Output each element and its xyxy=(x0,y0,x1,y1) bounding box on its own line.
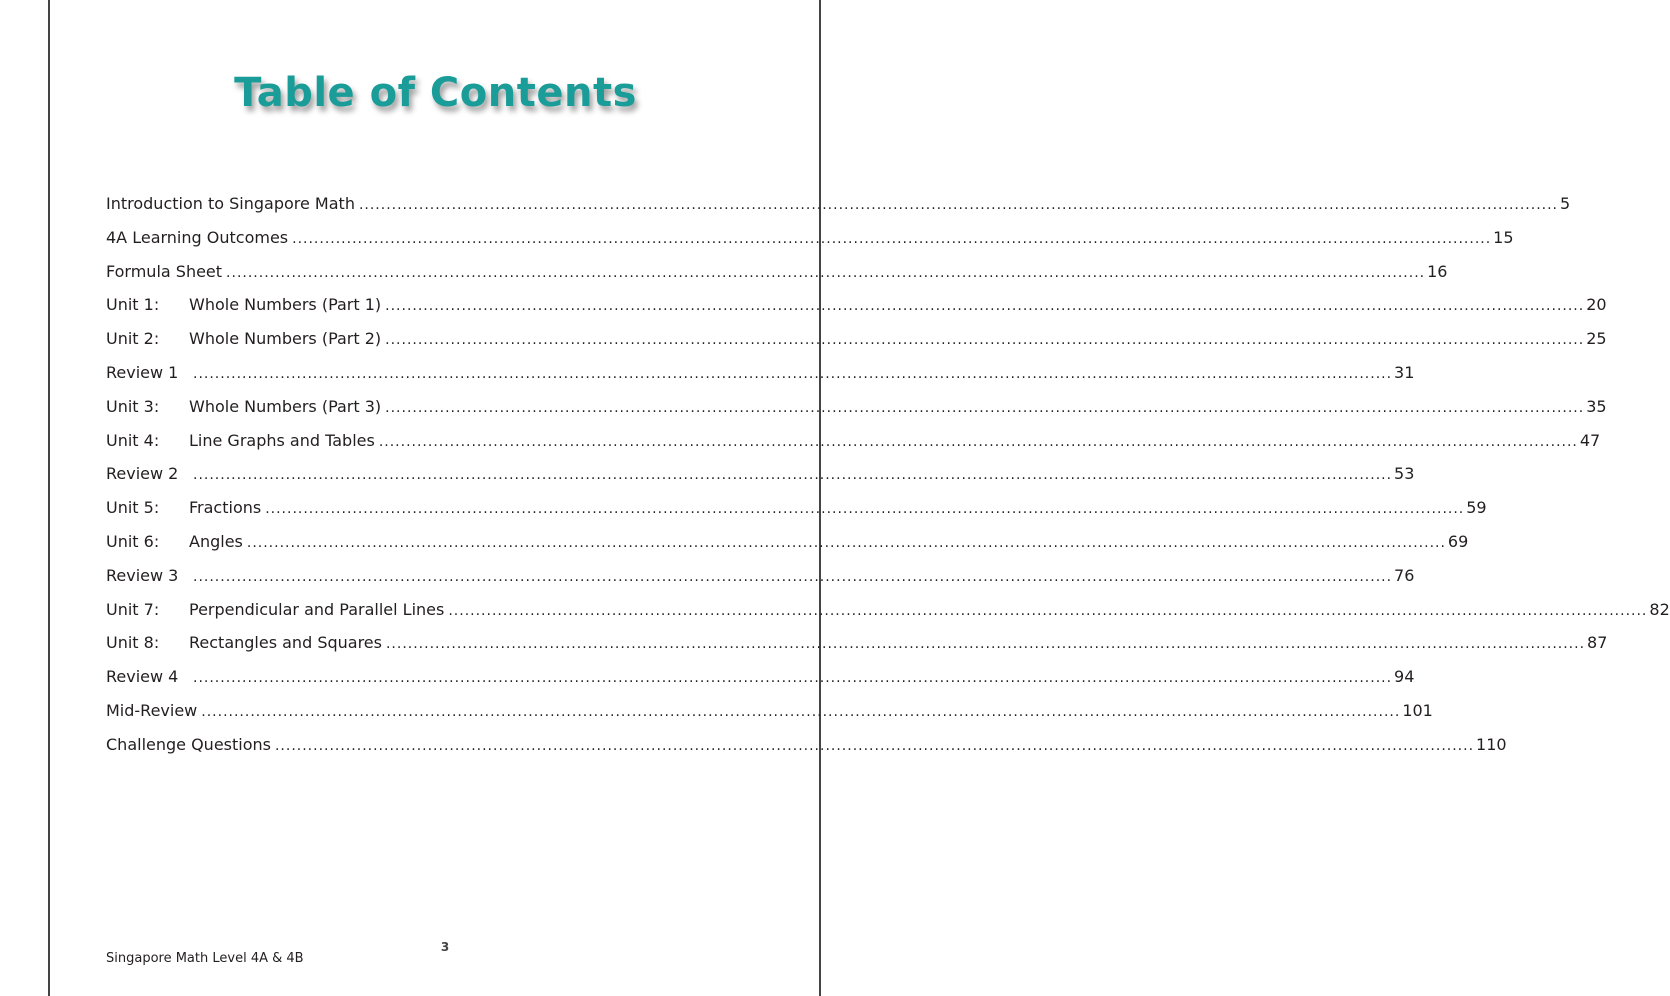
toc-entry-prefix: Unit 7: xyxy=(106,599,160,619)
toc-entry-page: 31 xyxy=(1394,362,1415,382)
toc-entry-title: Formula Sheet xyxy=(106,261,223,281)
toc-entry-page: 87 xyxy=(1587,633,1608,653)
toc-entry-prefix: Unit 3: xyxy=(106,396,160,416)
toc-entry-page: 16 xyxy=(1427,261,1448,281)
page-border-left xyxy=(48,0,50,996)
toc-dot-leader: ............................................................................................................................................................................................................................ xyxy=(378,433,1578,450)
toc-entry xyxy=(106,531,1469,566)
toc-entry-title: Introduction to Singapore Math xyxy=(106,194,355,213)
toc-dot-leader: ............................................................................................................................................................................................................................ xyxy=(265,501,1465,518)
toc-entry xyxy=(106,362,1415,397)
book-title-footer: Singapore Math Level 4A & 4B xyxy=(106,951,304,966)
toc-dot-leader: ............................................................................................................................................................................................................................ xyxy=(193,365,1393,382)
toc-entry-title: Challenge Questions xyxy=(106,734,271,754)
toc-entry xyxy=(106,396,1607,431)
toc-entry-prefix: Unit 2: xyxy=(106,329,160,349)
toc-entry xyxy=(106,734,1507,769)
toc-dot-leader: ............................................................................................................................................................................................................................ xyxy=(193,467,1393,484)
toc-entry-prefix: Review 3 xyxy=(106,565,179,585)
toc-entry-page: 15 xyxy=(1493,227,1514,247)
toc-entry xyxy=(106,667,1415,701)
toc-dot-leader: ............................................................................................................................................................................................................................ xyxy=(274,737,1475,754)
page-title: Table of Contents xyxy=(234,70,637,116)
toc-entry-page: 25 xyxy=(1586,329,1607,349)
toc-entry-title: Perpendicular and Parallel Lines xyxy=(189,599,445,619)
toc-entry xyxy=(106,194,1571,228)
toc-dot-leader: ............................................................................................................................................................................................................................ xyxy=(358,197,1558,213)
toc-entry-page: 59 xyxy=(1466,498,1487,518)
toc-entry-page: 110 xyxy=(1476,734,1507,754)
toc-dot-leader: ............................................................................................................................................................................................................................ xyxy=(226,264,1426,281)
page-border-right xyxy=(819,0,821,996)
toc-dot-leader: ............................................................................................................................................................................................................................ xyxy=(448,602,1648,619)
toc-entry xyxy=(106,498,1487,532)
toc-entry-title: Fractions xyxy=(189,498,262,518)
toc-entry-title: 4A Learning Outcomes xyxy=(106,227,289,247)
toc-entry-page: 53 xyxy=(1394,464,1415,484)
toc-entry-page: 82 xyxy=(1649,599,1670,619)
toc-entry-page: 5 xyxy=(1560,194,1571,213)
toc-dot-leader: ............................................................................................................................................................................................................................ xyxy=(385,332,1585,349)
toc-dot-leader: ............................................................................................................................................................................................................................ xyxy=(201,703,1401,720)
toc-entry-page: 20 xyxy=(1586,295,1607,315)
toc-entry-prefix: Review 1 xyxy=(106,362,179,382)
toc-entry xyxy=(106,565,1415,600)
toc-entry-page: 76 xyxy=(1394,565,1415,585)
toc-entry xyxy=(106,464,1415,498)
toc-entry-prefix: Review 4 xyxy=(106,667,179,687)
toc-entry-prefix: Unit 4: xyxy=(106,430,160,450)
toc-entry-page: 101 xyxy=(1402,700,1433,720)
toc-entry-page: 35 xyxy=(1586,396,1607,416)
toc-entry-title: Whole Numbers (Part 3) xyxy=(189,396,382,416)
table-of-contents xyxy=(106,194,1670,769)
toc-entry-page: 94 xyxy=(1394,667,1415,687)
toc-entry xyxy=(106,430,1601,465)
toc-entry xyxy=(106,633,1608,667)
toc-entry-title: Whole Numbers (Part 1) xyxy=(189,295,382,315)
toc-entry xyxy=(106,329,1607,363)
toc-dot-leader: ............................................................................................................................................................................................................................ xyxy=(385,636,1586,653)
toc-entry-title: Rectangles and Squares xyxy=(189,633,382,653)
toc-entry xyxy=(106,227,1514,262)
toc-dot-leader: ............................................................................................................................................................................................................................ xyxy=(193,568,1393,585)
toc-entry xyxy=(106,599,1670,634)
toc-dot-leader: ............................................................................................................................................................................................................................ xyxy=(246,534,1446,551)
toc-entry xyxy=(106,295,1607,329)
toc-entry-prefix: Unit 8: xyxy=(106,633,160,653)
toc-entry-page: 47 xyxy=(1579,430,1601,450)
toc-entry-prefix: Unit 5: xyxy=(106,498,160,518)
toc-entry-title: Angles xyxy=(189,531,243,551)
toc-entry-page: 69 xyxy=(1447,531,1469,551)
page-number: 3 xyxy=(440,940,450,954)
toc-dot-leader: ............................................................................................................................................................................................................................ xyxy=(385,298,1585,315)
toc-dot-leader: ............................................................................................................................................................................................................................ xyxy=(292,230,1492,247)
toc-dot-leader: ............................................................................................................................................................................................................................ xyxy=(385,399,1585,416)
toc-entry xyxy=(106,700,1433,735)
toc-entry-title: Whole Numbers (Part 2) xyxy=(189,329,382,349)
toc-entry-prefix: Review 2 xyxy=(106,464,179,484)
toc-entry-title: Line Graphs and Tables xyxy=(189,430,375,450)
toc-entry-title: Mid-Review xyxy=(106,700,198,720)
toc-entry-prefix: Unit 6: xyxy=(106,531,160,551)
toc-dot-leader: ............................................................................................................................................................................................................................ xyxy=(193,670,1393,687)
toc-entry xyxy=(106,261,1448,296)
toc-entry-prefix: Unit 1: xyxy=(106,295,160,315)
